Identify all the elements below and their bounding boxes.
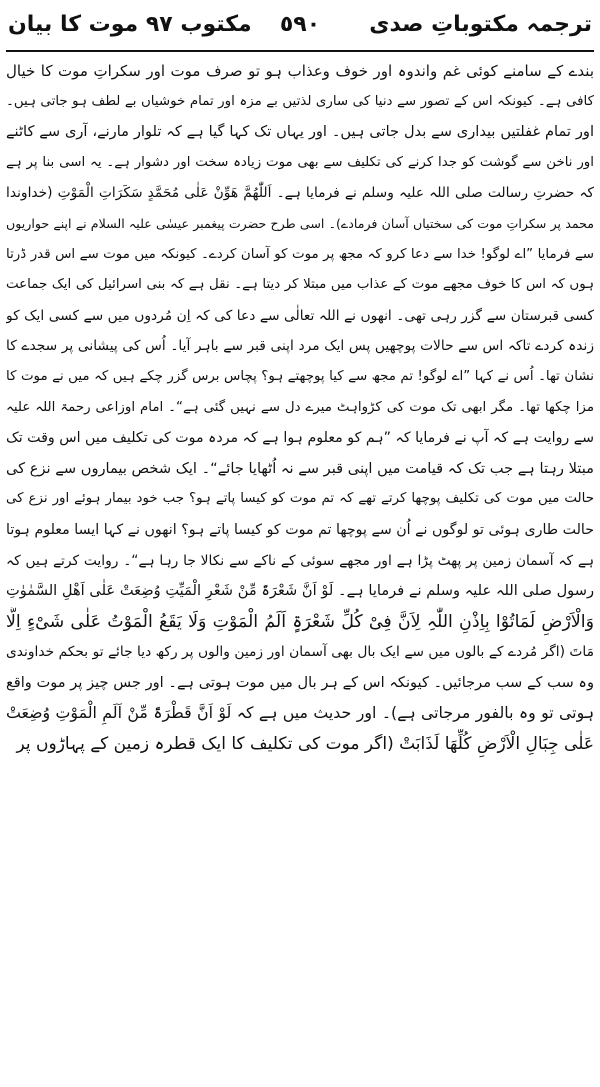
page-header bbox=[6, 4, 594, 52]
text-line: محمد پر سکراتِ موت کی سختیاں آسان فرمادے)۔ اسی طرح حضرت پیغمبر عیسٰی علیہ السلام نے اپنے حواریوں bbox=[6, 215, 594, 231]
text-line: عَلٰی جِبَالِ الْاَرْضِ کُلِّھَا لَذَابَتْ (اگر موت کی تکلیف کا ایک قطرہ زمین کے پہاڑوں پر bbox=[16, 734, 594, 755]
text-line: ہے کہ آسمان زمین پر پھٹ پڑا ہے اور مجھے سوئی کے ناکے سے نکالا جا رہا ہے“۔ روایت کرتے ہیں کہ bbox=[6, 552, 594, 569]
chapter-title: مکتوب ۹۷ موت کا بیان bbox=[8, 12, 252, 37]
text-line: حالت طاری ہوئی تو لوگوں نے اُن سے پوچھا تم موت کو کیسا پاتے ہو؟ انھوں نے کہا ایسا معلوم ہوتا bbox=[6, 521, 594, 538]
text-line: ہوتی تو وہ بالفور مرجاتی ہے)۔ اور حدیث میں ہے کہ لَوْ اَنَّ قَطْرَۃً مِّنْ اَلَمِ الْمَوْتِ وُضِعَتْ bbox=[6, 703, 594, 723]
text-line: مبتلا رہتا ہے جب تک کہ قیامت میں اپنی قبر سے نہ اُٹھایا جائے“۔ ایک شخص بیماروں سے نزع کی bbox=[6, 459, 594, 477]
text-line: نشان تھا۔ اُس نے کہا ”اے لوگو! تم مجھ سے کیا پوچھتے ہو؟ پچاس برس گزر چکے ہیں کہ میں نے موت کا bbox=[6, 368, 594, 384]
text-line: کسی قبرستان سے گزر رہی تھی۔ انھوں نے اللہ تعالٰی سے دعا کی کہ اِن مُردوں میں سے کسی ایک کو bbox=[6, 307, 594, 324]
page-body bbox=[6, 52, 594, 760]
text-line: اور تمام غفلتیں بیداری سے بدل جاتی ہیں۔ اور یہاں تک کہا گیا ہے کہ تلوار مارنے، آری سے کاٹنے bbox=[6, 123, 594, 141]
text-line: وہ سب کے سب مرجائیں۔ کیونکہ اس کے ہر بال میں موت ہوتی ہے۔ اور جس چیز پر موت واقع bbox=[6, 673, 594, 691]
text-line: سے روایت ہے کہ آپ نے فرمایا کہ ”ہم کو معلوم ہوا ہے کہ مردہ موت کی تکلیف میں اس وقت تک bbox=[6, 430, 594, 447]
text-line: سے فرمایا ”اے لوگو! خدا سے دعا کرو کہ مجھ پر موت کو آسان کردے۔ کیونکہ میں موت سے اس قدر ڈرتا bbox=[6, 246, 594, 262]
text-line: رسول صلی اللہ علیہ وسلم نے فرمایا ہے۔ لَوْ اَنَّ شَعْرَۃً مِّنْ شَعْرِ الْمَیِّتِ وُضِعَتْ عَلٰی اَھْلِ السَّمٰوٰتِ bbox=[6, 582, 594, 600]
text-line: زندہ کردے تاکہ اس سے حالات پوچھیں پس ایک مرد اپنی قبر سے باہر آیا۔ اُس کی پیشانی پر سجدے کا bbox=[6, 338, 594, 355]
page-number: ٥٩٠ bbox=[279, 12, 321, 37]
text-line: اور ناخن سے گوشت کو جدا کرنے کی تکلیف سے بھی موت زیادہ سخت اور دشوار ہے۔ یہ اسی بنا پر ہے bbox=[6, 154, 594, 170]
text-line: ہوں کہ اس کا خوف مجھے موت کے عذاب میں مبتلا کر دیتا ہے۔ نقل ہے کہ بنی اسرائیل کی ایک جماعت bbox=[6, 277, 594, 293]
text-line: مَاتَ (اگر مُردے کے بالوں میں سے ایک بال بھی آسمان اور زمین والوں پر رکھ دیا جائے تو بحکم خداوندی bbox=[6, 644, 594, 661]
running-title: ترجمہ مکتوباتِ صدی bbox=[369, 12, 592, 37]
text-line: بندے کے سامنے کوئی غم واندوہ اور خوف وعذاب ہو تو صرف موت اور سکراتِ موت کا خیال bbox=[6, 62, 594, 80]
text-line: کہ حضرتِ رسالت صلی اللہ علیہ وسلم نے فرمایا ہے۔ اَللّٰھُمَّ ھَوِّنْ عَلٰی مُحَمَّدٍ سَکَرَاتِ الْمَوْتِ (خداوندا bbox=[6, 185, 594, 202]
text-line: مزا چکھا تھا۔ مگر ابھی تک موت کی کڑواہٹ میرے دل سے نہیں گئی ہے“۔ امام اوزاعی رحمۃ اللہ علیہ bbox=[6, 399, 594, 415]
text-line: حالت میں موت کی تکلیف پوچھا کرتے تھے کہ تم موت کو کیسا پاتے ہو؟ جب خود بیمار ہوئے اور نزع کی bbox=[6, 491, 594, 507]
text-line: وَالْاَرْضِ لَمَاتُوْا بِاِذْنِ اللّٰہِ لِاَنَّ فِیْ کُلِّ شَعْرَۃٍ اَلَمُ الْمَوْتِ وَلَا یَقَعُ الْمَوْتُ عَلٰی شَیْءٍ اِلَّا bbox=[6, 611, 594, 632]
text-line: کافی ہے۔ کیونکہ اس کے تصور سے دنیا کی ساری لذتیں بے مزہ اور تمام خوشیاں بے لطف ہو جاتی ہیں۔ bbox=[6, 93, 594, 109]
